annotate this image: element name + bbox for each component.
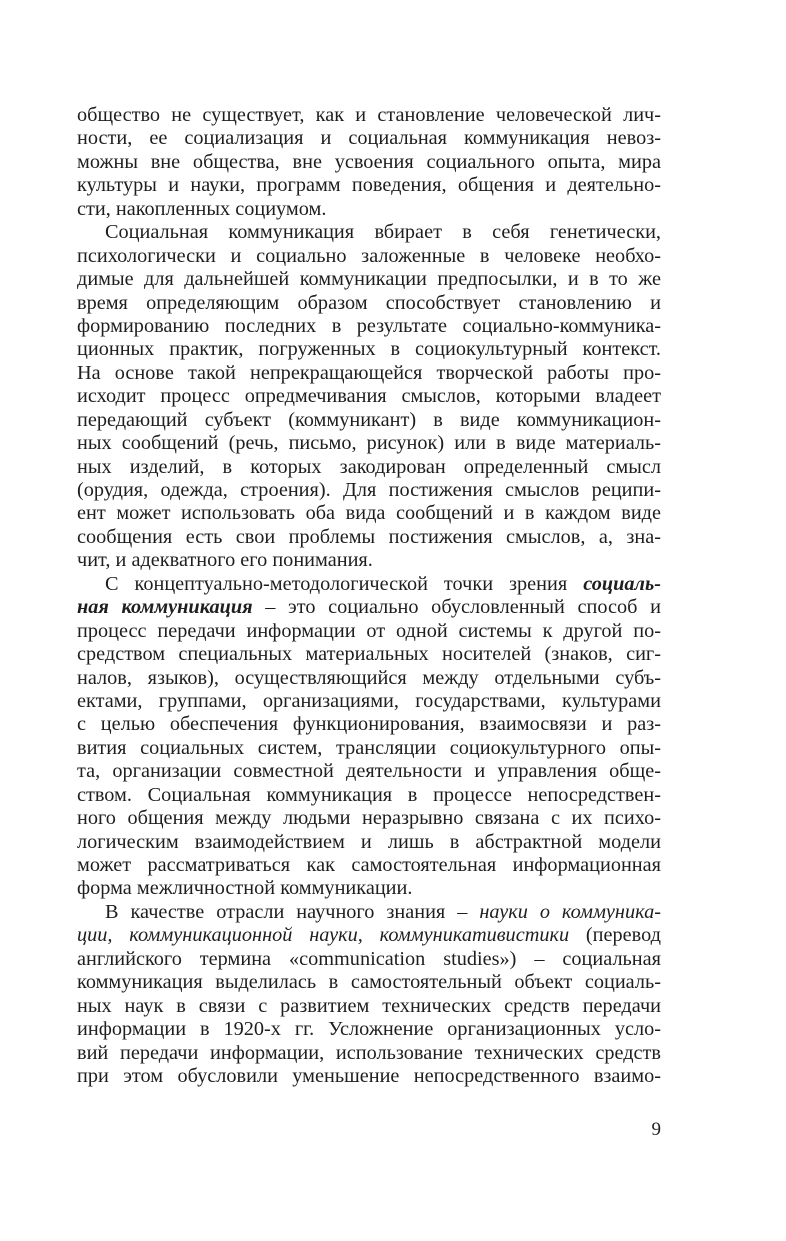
text-line: Социальная коммуникация вбирает в себя генетически, [105,221,661,244]
line-text: (перевод [569,924,661,947]
text-line: можны вне общества, вне усвоения социального опыта, мира [77,150,661,173]
line-text: – это социально обусловленный способ и [252,596,661,619]
text-line [77,901,661,924]
text-line: ности, ее социализация и социальная коммуникация невоз- [77,127,661,150]
text-line: ного общения между людьми неразрывно связана с их психо- [77,807,661,830]
text-line: чит, и адекватного его понимания. [77,549,373,572]
text-line: сти, накопленных социумом. [77,197,327,220]
text-line: налов, языков), осуществляющийся между отдельными субъ- [77,666,661,689]
term-emphasis: ная коммуникация [77,596,253,619]
text-line: информации в 1920-х гг. Усложнение организационных усло- [77,1018,661,1041]
text-line: вития социальных систем, трансляции социокультурного опы- [77,736,661,759]
text-line: средством специальных материальных носителей (знаков, сиг- [77,643,661,666]
line-text: В качестве отрасли научного знания – [105,900,480,923]
text-line: с целью обеспечения функционирования, взаимосвязи и раз- [77,713,661,736]
term-emphasis: социаль- [583,572,661,595]
text-line: передающий субъект (коммуникант) в виде коммуникацион- [77,408,661,431]
text-line: психологически и социально заложенные в человеке необхо- [77,244,661,267]
text-line: коммуникация выделилась в самостоятельный объект социаль- [77,971,661,994]
text-line: исходит процесс опредмечивания смыслов, которыми владеет [77,385,661,408]
text-line: культуры и науки, программ поведения, общения и деятельно- [77,174,661,197]
paragraph-2 [77,221,661,573]
text-line: процесс передачи информации от одной системы к другой по- [77,619,661,642]
text-line: формированию последних в результате социально-коммуника- [77,314,661,337]
text-line: та, организации совместной деятельности и управления обще- [77,760,661,783]
term-italic: науки о коммуника- [479,900,661,923]
text-line: общество не существует, как и становление человеческой лич- [77,104,661,126]
paragraph-3 [77,573,661,901]
text-line: ных изделий, в которых закодирован определенный смысл [77,455,661,478]
paragraph-1 [77,104,661,221]
text-line: форма межличностной коммуникации. [77,877,413,900]
text-line [77,573,661,596]
term-italic: ции, коммуникационной науки, коммуникативистики [77,924,570,947]
text-line: логическим взаимодействием и лишь в абстрактной модели [77,830,661,853]
paragraph-4 [77,901,661,1089]
page-number: 9 [651,1119,661,1140]
text-line: время определяющим образом способствует становлению и [77,291,661,314]
text-line: может рассматриваться как самостоятельная информационная [77,854,661,876]
text-line: димые для дальнейшей коммуникации предпосылки, и в то же [77,268,661,291]
text-line: ных сообщений (речь, письмо, рисунок) или в виде материаль- [77,432,661,455]
text-line: ектами, группами, организациями, государствами, культурами [77,689,661,712]
text-line: сообщения есть свои проблемы постижения смыслов, а, зна- [77,525,661,548]
line-text: С концептуально-методологической точки зрения [105,572,584,595]
text-line: На основе такой непрекращающейся творческой работы про- [77,361,661,384]
text-line: при этом обусловили уменьшение непосредственного взаимо- [77,1064,661,1087]
text-line: вий передачи информации, использование технических средств [77,1041,661,1064]
page-text [77,104,661,1088]
text-line: ционных практик, погруженных в социокультурный контекст. [77,338,661,361]
text-line: ством. Социальная коммуникация в процессе непосредствен- [77,783,661,806]
text-line: ент может использовать оба вида сообщений и в каждом виде [77,502,661,525]
text-line: (орудия, одежда, строения). Для постижения смыслов реципи- [77,479,661,501]
text-line [77,596,661,619]
text-line [77,924,661,947]
text-line: английского термина «communication studies») – социальная [77,947,661,970]
text-line: ных наук в связи с развитием технических средств передачи [77,994,661,1017]
